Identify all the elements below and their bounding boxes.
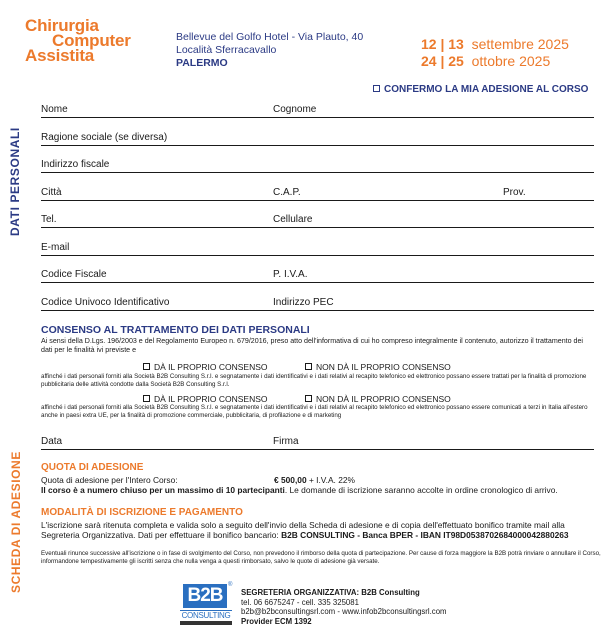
logo-registered-mark: ®: [228, 582, 233, 588]
piva-label: P. I.V.A.: [273, 269, 308, 280]
consent-2-text: affinché i dati personali forniti alla Società B2B Consulting S.r.l. e segnatamente i dati identificativi e i dati relativi al recapito telefonico ed elettronico possano essere comunicati a terzi in Italia all'estero anche in paesi extra UE, per la finalità di promozione commerciale, pubblicitaria, di profilazione e di marketing: [41, 404, 588, 419]
course-dates: [421, 36, 569, 70]
nome-label: Nome: [41, 104, 68, 115]
secretary-title: SEGRETERIA ORGANIZZATIVA: B2B Consulting: [241, 588, 420, 597]
confirm-enrollment-checkbox[interactable]: [373, 84, 588, 95]
course-title-line: Chirurgia: [25, 16, 99, 35]
date-line: [421, 36, 569, 53]
field-row-codice-univoco[interactable]: [41, 295, 594, 311]
consent-no-label: NON DÀ IL PROPRIO CONSENSO: [316, 362, 451, 372]
prov-label: Prov.: [503, 187, 526, 198]
codice-fiscale-label: Codice Fiscale: [41, 269, 107, 280]
field-row-tel[interactable]: [41, 212, 594, 228]
consent-1-text: affinché i dati personali forniti alla Società B2B Consulting S.r.l. e segnatamente i dati identificativi e i dati relativi al recapito telefonico ed elettronico possano essere trattati per la finalità di promozione pubblicitaria delle attività condotte dalla Società B2B Consulting S.r.l.: [41, 373, 587, 388]
field-row-indirizzo-fiscale[interactable]: [41, 157, 594, 173]
firma-label: Firma: [273, 436, 299, 447]
payment-iban: B2B CONSULTING - Banca BPER - IBAN IT98D0538702684000042880263: [281, 530, 569, 540]
secretary-contacts[interactable]: b2b@b2bconsultingsrl.com - www.infob2bconsultingsrl.com: [241, 607, 447, 616]
cap-label: C.A.P.: [273, 187, 301, 198]
payment-line-1: L'iscrizione sarà ritenuta completa e valida solo a seguito dell'invio della Scheda di adesione e di copia dell'effettuato bonifico tramite mail alla: [41, 520, 565, 530]
quota-closed-rest: . Le domande di iscrizione saranno accolte in ordine cronologico di arrivo.: [284, 485, 558, 495]
checkbox-icon[interactable]: [143, 363, 150, 370]
field-row-ragione-sociale[interactable]: [41, 130, 594, 146]
date-line: [421, 53, 569, 70]
course-title-line: Assistita: [25, 46, 95, 65]
data-label: Data: [41, 436, 63, 447]
payment-line-2-plain: Segreteria Organizzativa. Dati per effettuare il bonifico bancario:: [41, 530, 282, 540]
payment-disclaimer: Eventuali rinunce successive all'iscrizione o in fase di svolgimento del Corso, non prevedono il rimborso della quota di partecipazione. Per cause di forza maggiore la B2B potrà rinviare o annullare il Corso, informandone tempestivamente gli iscritti senza che nulla venga a questi rimborsato, salvo le quote di adesione già versate.: [41, 550, 601, 565]
quota-vat: + I.V.A. 22%: [308, 475, 355, 485]
logo-b2b-text: B2B: [183, 584, 227, 608]
quota-title: QUOTA DI ADESIONE: [41, 462, 144, 473]
tel-label: Tel.: [41, 214, 57, 225]
date-month: ottobre 2025: [471, 53, 551, 69]
quota-price: € 500,00: [274, 475, 307, 485]
payment-title: MODALITÀ DI ISCRIZIONE E PAGAMENTO: [41, 507, 243, 518]
citta-label: Città: [41, 187, 62, 198]
quota-label: Quota di adesione per l'Intero Corso:: [41, 475, 178, 485]
b2b-consulting-logo: [180, 584, 232, 626]
consent-yes-label: DÀ IL PROPRIO CONSENSO: [154, 394, 268, 404]
field-row-name[interactable]: [41, 102, 594, 118]
consent-2-no-checkbox[interactable]: [305, 394, 451, 404]
payment-line-2: [41, 530, 569, 540]
cognome-label: Cognome: [273, 104, 317, 115]
quota-closed-note: [41, 485, 558, 495]
confirm-label: CONFERMO LA MIA ADESIONE AL CORSO: [384, 84, 589, 95]
secretary-phones: tel. 06 6675247 - cell. 335 325081: [241, 597, 359, 607]
field-row-citta[interactable]: [41, 185, 594, 201]
field-row-data-firma[interactable]: [41, 434, 594, 450]
checkbox-icon[interactable]: [373, 85, 380, 92]
cellulare-label: Cellulare: [273, 214, 313, 225]
logo-consulting-text: CONSULTING: [181, 611, 231, 620]
section-label-dati-personali: DATI PERSONALI: [8, 127, 22, 236]
venue-line: Località Sferracavallo: [176, 44, 277, 56]
consent-title: CONSENSO AL TRATTAMENTO DEI DATI PERSONALI: [41, 324, 310, 336]
quota-closed-bold: Il corso è a numero chiuso per un massimo di 10 partecipanti: [41, 485, 285, 495]
checkbox-icon[interactable]: [305, 395, 312, 402]
logo-strip: [180, 621, 232, 625]
codice-univoco-label: Codice Univoco Identificativo: [41, 297, 170, 308]
consent-yes-label: DÀ IL PROPRIO CONSENSO: [154, 362, 268, 372]
consent-1-yes-checkbox[interactable]: [143, 362, 268, 372]
consent-no-label: NON DÀ IL PROPRIO CONSENSO: [316, 394, 451, 404]
field-row-email[interactable]: [41, 240, 594, 256]
checkbox-icon[interactable]: [305, 363, 312, 370]
venue-line: Bellevue del Golfo Hotel - Via Plauto, 40: [176, 31, 364, 43]
field-row-codice-fiscale[interactable]: [41, 267, 594, 283]
consent-intro: Ai sensi della D.Lgs. 196/2003 e del Regolamento Europeo n. 679/2016, preso atto dell'informativa di cui ho compreso integralmente il contenuto, autorizzo il trattamento dei dati per le finalità ivi previste e: [41, 337, 583, 354]
date-days: 12 | 13: [421, 36, 464, 52]
ragione-sociale-label: Ragione sociale (se diversa): [41, 132, 168, 143]
course-title-line: Computer: [52, 31, 131, 50]
date-month: settembre 2025: [471, 36, 569, 52]
venue-city: PALERMO: [176, 57, 228, 69]
venue-address: [176, 31, 363, 70]
quota-price-line: [274, 475, 355, 485]
course-title: [25, 18, 131, 63]
indirizzo-fiscale-label: Indirizzo fiscale: [41, 159, 110, 170]
checkbox-icon[interactable]: [143, 395, 150, 402]
date-days: 24 | 25: [421, 53, 464, 69]
secretary-provider: Provider ECM 1392: [241, 616, 312, 626]
consent-1-no-checkbox[interactable]: [305, 362, 451, 372]
consent-2-yes-checkbox[interactable]: [143, 394, 268, 404]
pec-label: Indirizzo PEC: [273, 297, 334, 308]
organizing-secretary: [241, 588, 447, 626]
section-label-scheda-adesione: SCHEDA DI ADESIONE: [9, 451, 23, 593]
email-label: E-mail: [41, 242, 70, 253]
